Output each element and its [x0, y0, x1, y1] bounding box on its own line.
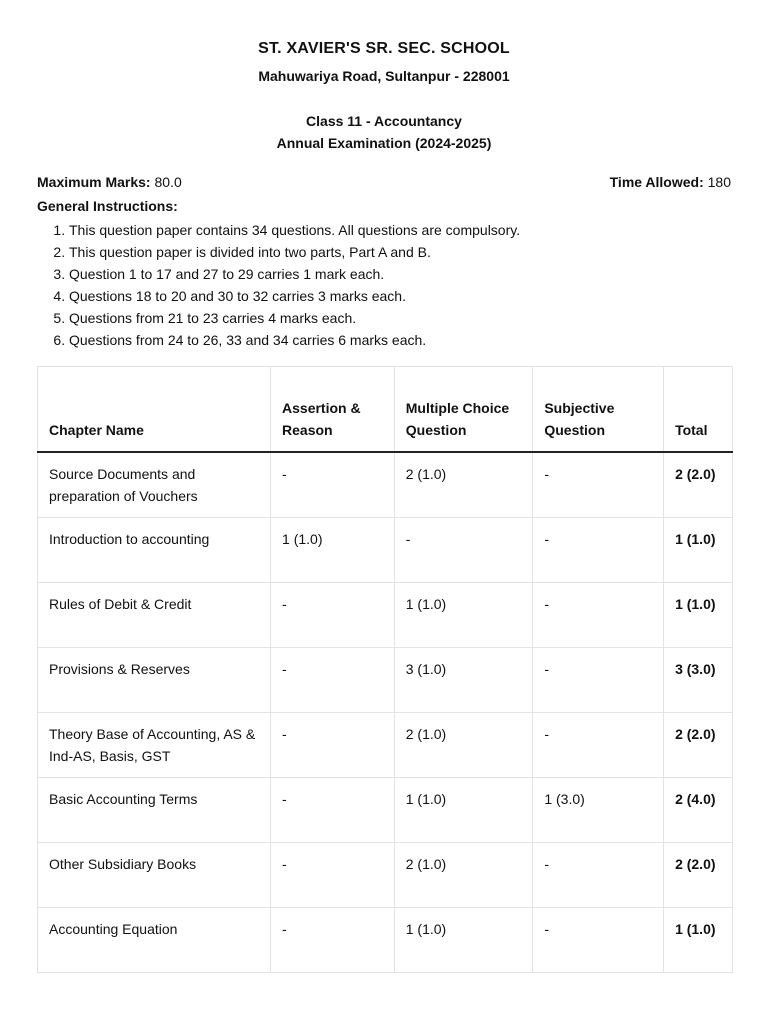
- header-total: Total: [664, 367, 733, 453]
- instruction-item: 6. Questions from 24 to 26, 33 and 34 carries 6 marks each.: [69, 329, 520, 351]
- subjective-cell: -: [533, 518, 664, 583]
- maximum-marks-label: Maximum Marks:: [37, 174, 151, 190]
- header-assertion-reason: Assertion & Reason: [271, 367, 395, 453]
- mcq-cell: 2 (1.0): [394, 713, 533, 778]
- class-subject: Class 11 - Accountancy: [306, 113, 462, 129]
- chapter-name-cell: Source Documents and preparation of Vouchers: [38, 452, 271, 518]
- chapter-name-cell: Provisions & Reserves: [38, 648, 271, 713]
- total-cell: 2 (4.0): [664, 778, 733, 843]
- school-name: ST. XAVIER'S SR. SEC. SCHOOL: [258, 40, 510, 57]
- total-cell: 1 (1.0): [664, 518, 733, 583]
- header-chapter-name: Chapter Name: [38, 367, 271, 453]
- mcq-cell: -: [394, 518, 533, 583]
- subjective-cell: -: [533, 908, 664, 973]
- table-header: [38, 367, 733, 453]
- exam-title: Annual Examination (2024-2025): [276, 135, 492, 151]
- total-cell: 3 (3.0): [664, 648, 733, 713]
- subjective-cell: -: [533, 843, 664, 908]
- assertion-reason-cell: -: [271, 713, 395, 778]
- assertion-reason-cell: -: [271, 648, 395, 713]
- mcq-cell: 1 (1.0): [394, 908, 533, 973]
- header-subjective: Subjective Question: [533, 367, 664, 453]
- chapter-name-cell: Accounting Equation: [38, 908, 271, 973]
- total-cell: 2 (2.0): [664, 452, 733, 518]
- chapter-name-cell: Theory Base of Accounting, AS & Ind-AS, Basis, GST: [38, 713, 271, 778]
- mcq-cell: 3 (1.0): [394, 648, 533, 713]
- table-row: [38, 452, 733, 518]
- time-allowed-label: Time Allowed:: [609, 174, 704, 190]
- instruction-item: 5. Questions from 21 to 23 carries 4 marks each.: [69, 307, 520, 329]
- mcq-cell: 1 (1.0): [394, 583, 533, 648]
- mcq-cell: 2 (1.0): [394, 843, 533, 908]
- assertion-reason-cell: -: [271, 843, 395, 908]
- subjective-cell: -: [533, 452, 664, 518]
- instruction-item: 4. Questions 18 to 20 and 30 to 32 carries 3 marks each.: [69, 285, 520, 307]
- chapter-name-cell: Introduction to accounting: [38, 518, 271, 583]
- assertion-reason-cell: -: [271, 583, 395, 648]
- header-multiple-choice: Multiple Choice Question: [394, 367, 533, 453]
- total-cell: 2 (2.0): [664, 843, 733, 908]
- chapter-name-cell: Other Subsidiary Books: [38, 843, 271, 908]
- chapter-name-cell: Basic Accounting Terms: [38, 778, 271, 843]
- table-row: [38, 778, 733, 843]
- time-allowed: [610, 174, 731, 190]
- total-cell: 1 (1.0): [664, 908, 733, 973]
- general-instructions-title: General Instructions:: [37, 198, 178, 214]
- blueprint-table: [37, 366, 733, 973]
- table-row: [38, 843, 733, 908]
- marks-time-row: [37, 174, 731, 190]
- assertion-reason-cell: -: [271, 452, 395, 518]
- table-row: [38, 713, 733, 778]
- table-row: [38, 518, 733, 583]
- table-row: [38, 648, 733, 713]
- subjective-cell: 1 (3.0): [533, 778, 664, 843]
- table-row: [38, 908, 733, 973]
- total-cell: 1 (1.0): [664, 583, 733, 648]
- instructions-list: [37, 219, 520, 351]
- assertion-reason-cell: -: [271, 908, 395, 973]
- subjective-cell: -: [533, 648, 664, 713]
- school-address: Mahuwariya Road, Sultanpur - 228001: [258, 68, 510, 84]
- table-body: [38, 452, 733, 973]
- subjective-cell: -: [533, 713, 664, 778]
- assertion-reason-cell: -: [271, 778, 395, 843]
- instruction-item: 2. This question paper is divided into two parts, Part A and B.: [69, 241, 520, 263]
- mcq-cell: 1 (1.0): [394, 778, 533, 843]
- total-cell: 2 (2.0): [664, 713, 733, 778]
- instruction-item: 3. Question 1 to 17 and 27 to 29 carries 1 mark each.: [69, 263, 520, 285]
- header-row: [38, 367, 733, 453]
- assertion-reason-cell: 1 (1.0): [271, 518, 395, 583]
- maximum-marks-value: 80.0: [154, 174, 182, 190]
- time-allowed-value: 180: [707, 174, 731, 190]
- instruction-item: 1. This question paper contains 34 questions. All questions are compulsory.: [69, 219, 520, 241]
- mcq-cell: 2 (1.0): [394, 452, 533, 518]
- subjective-cell: -: [533, 583, 664, 648]
- chapter-name-cell: Rules of Debit & Credit: [38, 583, 271, 648]
- maximum-marks: [37, 174, 182, 190]
- table-row: [38, 583, 733, 648]
